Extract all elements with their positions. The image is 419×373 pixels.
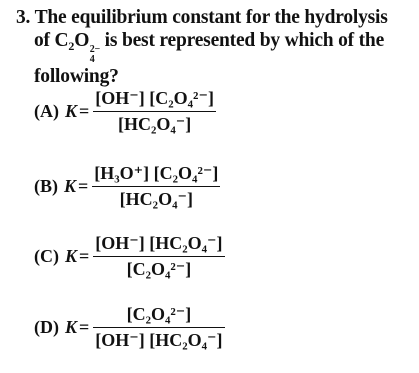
equals-sign: =	[79, 101, 90, 121]
k-symbol: K	[65, 246, 78, 266]
equals-sign: =	[79, 317, 90, 337]
denominator: [HC₂O₄⁻]	[117, 114, 192, 134]
equals-sign: =	[78, 176, 89, 196]
fraction	[93, 304, 224, 351]
question-line-2: of $C_2O$ 2− 4 is best represented by which of the	[34, 30, 385, 65]
denominator: [HC₂O₄⁻]	[119, 189, 193, 209]
k-symbol: K	[65, 317, 78, 337]
fraction	[93, 88, 216, 135]
option-b[interactable]	[34, 163, 220, 210]
numerator: [OH⁻] [HC₂O₄⁻]	[95, 233, 223, 253]
fraction	[92, 163, 220, 210]
numerator: [OH⁻] [C₂O₄²⁻]	[95, 88, 214, 108]
fraction	[93, 233, 224, 280]
option-d[interactable]	[34, 304, 225, 351]
denominator: [C₂O₄²⁻]	[126, 259, 192, 279]
question-line-3: following?	[34, 66, 119, 87]
k-symbol: K	[65, 101, 78, 121]
question-line-1: The equilibrium constant for the hydrolysis	[34, 7, 388, 28]
option-label: (A)	[34, 101, 59, 121]
numerator: [H₃O⁺] [C₂O₄²⁻]	[94, 163, 219, 183]
option-label: (B)	[34, 176, 58, 196]
question-number: 3.	[16, 7, 31, 28]
numerator: [C₂O₄²⁻]	[126, 304, 192, 324]
k-symbol: K	[64, 176, 77, 196]
option-a[interactable]	[34, 88, 216, 135]
equals-sign: =	[79, 246, 90, 266]
option-c[interactable]	[34, 233, 225, 280]
question-text	[16, 6, 411, 88]
option-label: (C)	[34, 246, 59, 266]
option-label: (D)	[34, 317, 59, 337]
denominator: [OH⁻] [HC₂O₄⁻]	[95, 330, 223, 350]
